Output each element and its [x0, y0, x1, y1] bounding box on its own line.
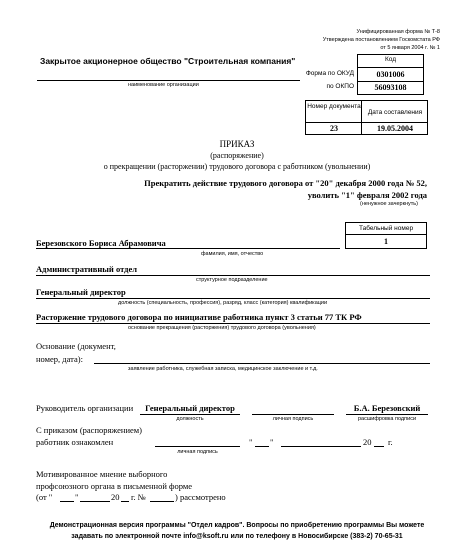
footer-line2: задавать по электронной почте info@ksoft.ru или по телефону в Новосибирске (383-2) 70-65-31 [71, 533, 403, 540]
acquainted-month-underline [281, 446, 361, 447]
basis-label-line2: номер, дата): [36, 354, 83, 364]
termination-reason: Расторжение трудового договора по инициативе работника пункт 3 статьи 77 ТК РФ [36, 312, 362, 322]
acquainted-quote-open: " [249, 437, 253, 447]
head-signature-underline [252, 414, 334, 415]
document-number-header: Номер документа [307, 103, 361, 110]
head-position-underline [140, 414, 240, 415]
acquainted-quote-close: " [270, 437, 274, 447]
order-purpose: о прекращении (расторжении) трудового договора с работником (увольнении) [103, 162, 371, 171]
union-year-underline [121, 501, 129, 502]
position-name: Генеральный директор [36, 287, 126, 297]
head-name-underline [346, 414, 428, 415]
tab-number-divider [346, 234, 426, 235]
organization-underline [37, 80, 300, 81]
dismiss-caption: (ненужное зачеркнуть) [360, 201, 418, 207]
basis-underline [94, 363, 430, 364]
union-line3-prefix: (от " [36, 492, 53, 502]
acquainted-year-unit: г. [388, 437, 393, 447]
position-underline [36, 298, 430, 299]
position-caption: должность (специальность, профессия), разряд, класс (категория) квалификации [118, 300, 328, 306]
tab-number-table [345, 222, 427, 249]
union-line2: профсоюзного органа в письменной форме [36, 481, 193, 491]
tab-number-header: Табельный номер [358, 225, 414, 232]
union-month-underline [80, 501, 110, 502]
union-year: 20 [111, 492, 120, 502]
employee-name-caption: фамилия, имя, отчество [201, 251, 264, 257]
acquainted-year-underline [374, 446, 384, 447]
head-label: Руководитель организации [36, 403, 134, 413]
union-quote-close: " [75, 492, 79, 502]
codes-divider-1 [358, 67, 423, 68]
termination-reason-caption: основание прекращения (расторжения) трудового договора (увольнения) [128, 325, 316, 331]
document-table-hdivider [306, 122, 427, 123]
acquainted-line2: работник ознакомлен [36, 437, 114, 447]
union-number-underline [150, 501, 174, 502]
okpo-value: 56093108 [374, 83, 407, 92]
organization-name: Закрытое акционерное общество "Строительная компания" [40, 56, 296, 66]
acquainted-line1: С приказом (распоряжением) [36, 425, 143, 435]
union-year-unit: г. № [131, 492, 146, 502]
department-underline [36, 275, 430, 276]
basis-label-line1: Основание (документ, [36, 341, 116, 351]
form-info-line2: Утверждена постановлением Госкомстата РФ [322, 37, 440, 43]
department-name: Административный отдел [36, 264, 137, 274]
okpo-label: по ОКПО [326, 83, 354, 90]
head-signature-caption: личная подпись [272, 416, 314, 422]
codes-divider-2 [358, 81, 423, 82]
acquainted-year: 20 [363, 437, 372, 447]
dismiss-line: уволить "1" февраля 2002 года [307, 190, 427, 200]
document-date-value: 19.05.2004 [377, 124, 413, 133]
termination-reason-underline [36, 323, 430, 324]
codes-table [357, 54, 424, 95]
document-date-header: Дата составления [367, 109, 423, 116]
union-line1: Мотивированное мнение выборного [36, 469, 168, 479]
head-name-caption: расшифровка подписи [357, 416, 417, 422]
form-info-line3: от 5 января 2004 г. № 1 [380, 45, 440, 51]
form-info-line1: Унифицированная форма № Т-8 [356, 29, 440, 35]
head-position-caption: должность [176, 416, 204, 422]
okud-label: Форма по ОКУД [305, 70, 354, 77]
terminate-line: Прекратить действие трудового договора от "20" декабря 2000 года № 52, [144, 178, 427, 188]
footer-line1: Демонстрационная версия программы "Отдел кадров". Вопросы по приобретению программы Вы можете [49, 522, 425, 529]
tab-number-value: 1 [384, 237, 388, 246]
acquainted-day-underline [255, 446, 269, 447]
union-day-underline [60, 501, 74, 502]
order-subtitle: (распоряжение) [210, 151, 264, 160]
okud-value: 0301006 [376, 70, 405, 79]
head-name: Б.А. Березовский [353, 403, 421, 413]
document-table [305, 100, 428, 135]
employee-name-underline [36, 248, 340, 249]
acquainted-signature-caption: личная подпись [177, 449, 218, 455]
union-line3-suffix: ) рассмотрено [175, 492, 226, 502]
basis-caption: заявление работника, служебная записка, медицинское заключение и т.д. [128, 366, 318, 372]
department-caption: структурное подразделение [196, 277, 268, 283]
order-title: ПРИКАЗ [219, 139, 255, 149]
codes-header: Код [384, 56, 397, 63]
acquainted-signature-underline [155, 446, 240, 447]
document-number-value: 23 [330, 124, 338, 133]
organization-caption: наименование организации [128, 82, 199, 88]
employee-name: Березовского Бориса Абрамовича [36, 238, 166, 248]
head-position: Генеральный директор [145, 403, 235, 413]
